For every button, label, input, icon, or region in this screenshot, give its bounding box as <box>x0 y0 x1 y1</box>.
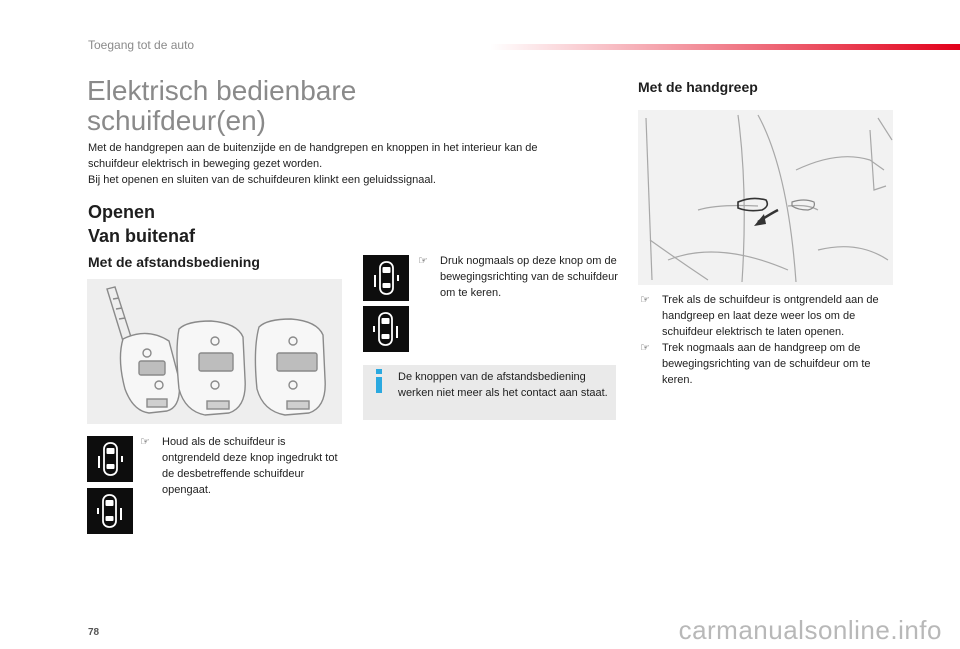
instruction-handle-again <box>640 340 895 388</box>
door-handle-illustration <box>638 110 893 285</box>
sliding-door-right-icon <box>363 306 409 352</box>
sliding-door-left-icon <box>363 255 409 301</box>
intro-text <box>88 140 588 188</box>
chapter-title: Toegang tot de auto <box>88 38 195 52</box>
instruction-text: Houd als de schuifdeur is ontgrendeld deze knop ingedrukt tot de desbetreffende schuifdeur opengaat. <box>162 436 338 496</box>
info-note <box>363 365 616 420</box>
instruction-remote-again <box>418 253 618 301</box>
info-icon <box>373 369 387 393</box>
subheading-remote: Met de afstandsbediening <box>88 254 260 270</box>
pointing-hand-icon: ☞ <box>640 293 650 306</box>
section-heading-outside: Van buitenaf <box>88 226 196 246</box>
intro-paragraph: Met de handgrepen aan de buitenzijde en de handgrepen en knoppen in het interieur kan de schuifdeur elektrisch in beweging gezet worden. <box>88 142 538 170</box>
instruction-text: Druk nogmaals op deze knop om de bewegingsrichting van de schuifdeur om te keren. <box>440 255 618 299</box>
pointing-hand-icon: ☞ <box>140 435 150 448</box>
section-heading-open: Openen <box>88 202 156 222</box>
page-number: 78 <box>88 627 100 638</box>
watermark: carmanualsonline.info <box>678 615 942 645</box>
sliding-door-left-icon <box>87 436 133 482</box>
instruction-handle-pull <box>640 292 895 340</box>
intro-paragraph: Bij het openen en sluiten van de schuifdeuren klinkt een geluidssignaal. <box>88 174 436 186</box>
instruction-text: Trek als de schuifdeur is ontgrendeld aan de handgreep en laat deze weer los om de schuifdeur elektrisch te laten openen. <box>662 294 879 338</box>
page-title: Elektrisch bedienbare schuifdeur(en) <box>87 75 357 136</box>
pointing-hand-icon: ☞ <box>640 341 650 354</box>
remote-keys-illustration <box>87 279 342 424</box>
pointing-hand-icon: ☞ <box>418 254 428 267</box>
subheading-handle: Met de handgreep <box>638 79 758 95</box>
info-text: De knoppen van de afstandsbediening werken niet meer als het contact aan staat. <box>398 371 608 399</box>
sliding-door-right-icon <box>87 488 133 534</box>
header-accent-line <box>490 44 960 50</box>
instruction-text: Trek nogmaals aan de handgreep om de bewegingsrichting van de schuifdeur om te keren. <box>662 342 871 386</box>
instruction-remote-hold <box>140 434 340 498</box>
